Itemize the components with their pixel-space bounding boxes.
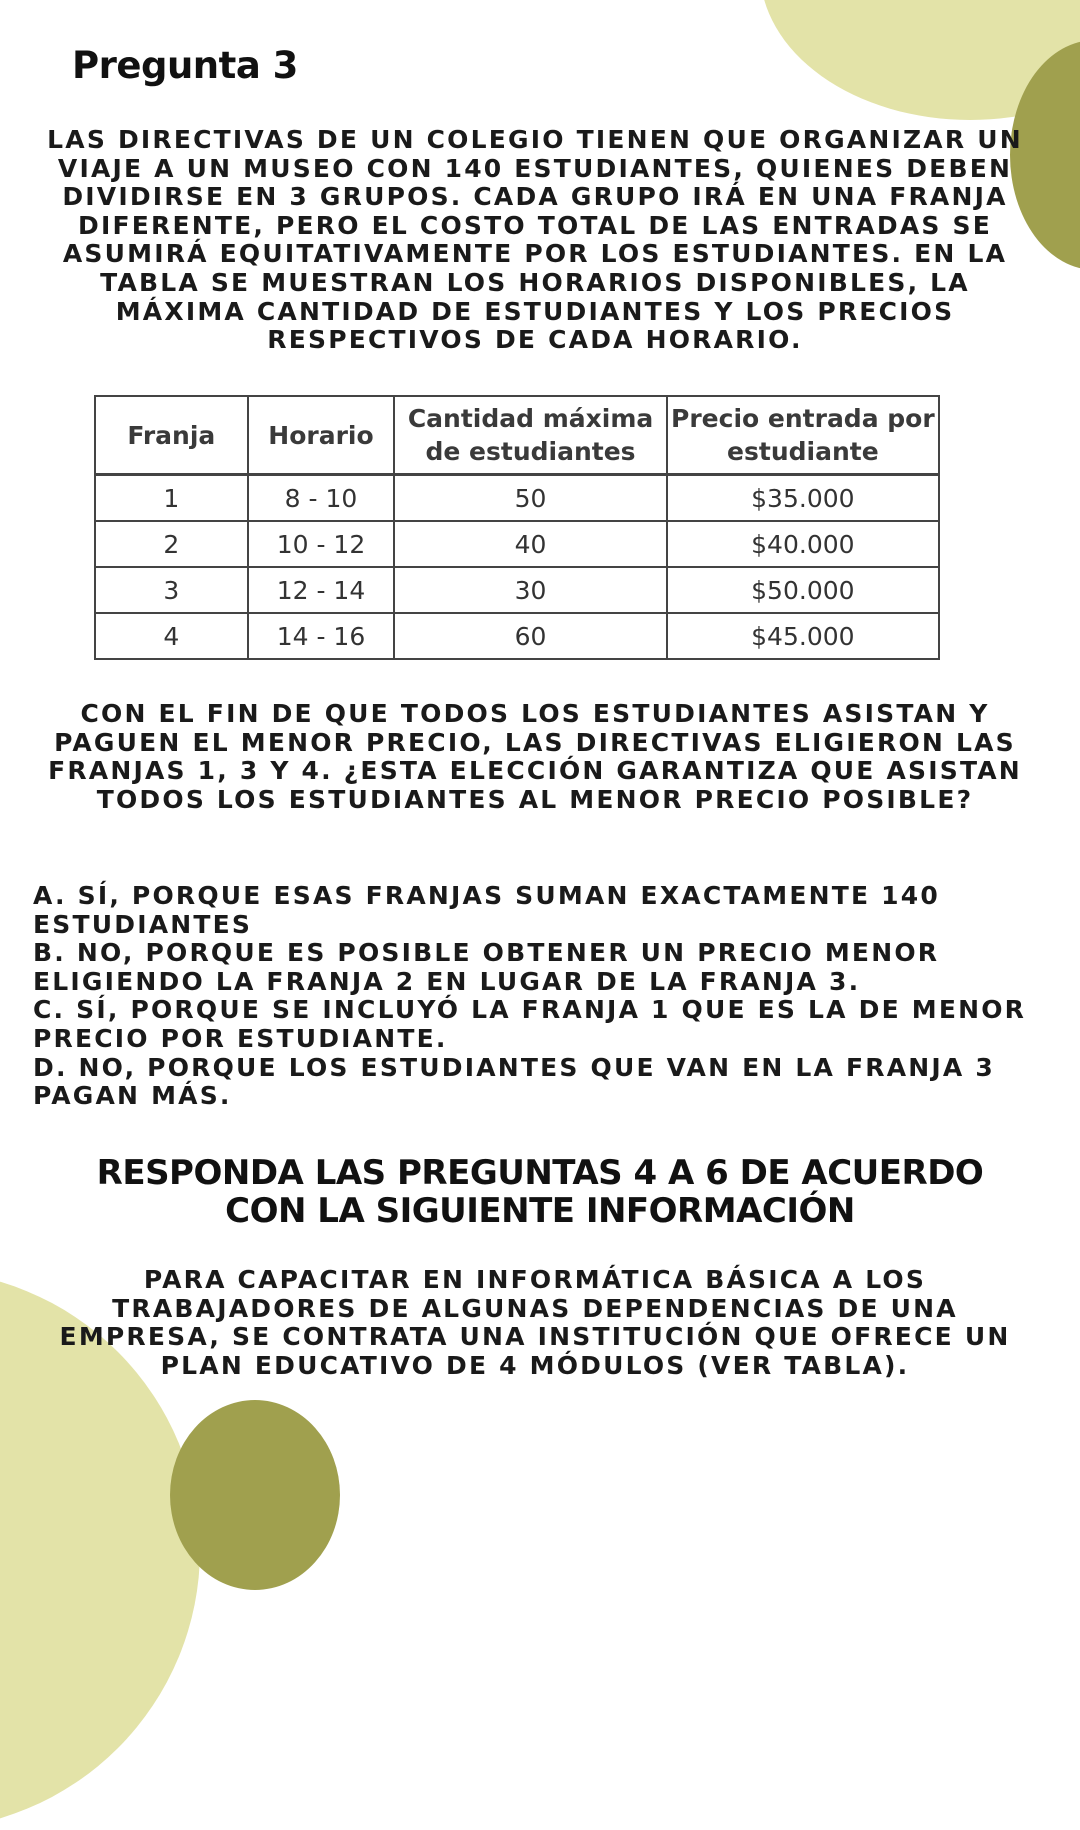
cell-cantidad: 30 [394,567,666,613]
cell-horario: 12 - 14 [248,567,395,613]
cell-franja: 2 [95,521,248,567]
schedule-table [94,395,940,660]
cell-precio: $40.000 [667,521,939,567]
option-c[interactable]: C. SÍ, PORQUE SE INCLUYÓ LA FRANJA 1 QUE ES LA DE MENOR PRECIO POR ESTUDIANTE. [33,995,1027,1053]
header-horario: Horario [248,396,395,475]
table-header-row [95,396,939,475]
option-a[interactable]: A. SÍ, PORQUE ESAS FRANJAS SUMAN EXACTAMENTE 140 ESTUDIANTES [33,881,940,939]
option-d[interactable]: D. NO, PORQUE LOS ESTUDIANTES QUE VAN EN LA FRANJA 3 PAGAN MÁS. [33,1052,995,1111]
cell-horario: 14 - 16 [248,613,395,659]
cell-franja: 1 [95,475,248,522]
option-b[interactable]: B. NO, PORQUE ES POSIBLE OBTENER UN PRECIO MENOR ELIGIENDO LA FRANJA 2 EN LUGAR DE LA FRANJA 3. [33,938,940,996]
intro-paragraph: LAS DIRECTIVAS DE UN COLEGIO TIENEN QUE ORGANIZAR UN VIAJE A UN MUSEO CON 140 ESTUDIANTES, QUIENES DEBEN DIVIDIRSE EN 3 GRUPOS. CADA GRUPO IRÁ EN UNA FRANJA DIFERENTE, PERO EL COSTO TOTAL DE LAS ENTRADAS SE ASUMIRÁ EQUITATIVAMENTE POR LOS ESTUDIANTES. EN LA TABLA SE MUESTRAN LOS HORARIOS DISPONIBLES, LA MÁXIMA CANTIDAD DE ESTUDIANTES Y LOS PRECIOS RESPECTIVOS DE CADA HORARIO. [47,125,1023,355]
question-paragraph: CON EL FIN DE QUE TODOS LOS ESTUDIANTES ASISTAN Y PAGUEN EL MENOR PRECIO, LAS DIRECTIVAS ELIGIERON LAS FRANJAS 1, 3 Y 4. ¿ESTA ELECCIÓN GARANTIZA QUE ASISTAN TODOS LOS ESTUDIANTES AL MENOR PRECIO POSIBLE? [48,699,1022,814]
header-franja: Franja [95,396,248,475]
header-cantidad: Cantidad máxima de estudiantes [394,396,666,475]
answer-options [33,882,1033,1111]
cell-franja: 3 [95,567,248,613]
cell-cantidad: 50 [394,475,666,522]
closing-paragraph: PARA CAPACITAR EN INFORMÁTICA BÁSICA A LOS TRABAJADORES DE ALGUNAS DEPENDENCIAS DE UNA EMPRESA, SE CONTRATA UNA INSTITUCIÓN QUE OFRECE UN PLAN EDUCATIVO DE 4 MÓDULOS (VER TABLA). [59,1265,1011,1380]
table-row [95,613,939,659]
table-row [95,521,939,567]
cell-franja: 4 [95,613,248,659]
table-row [95,475,939,522]
cell-horario: 8 - 10 [248,475,395,522]
cell-precio: $35.000 [667,475,939,522]
cell-cantidad: 40 [394,521,666,567]
header-precio: Precio entrada por estudiante [667,396,939,475]
cell-horario: 10 - 12 [248,521,395,567]
cell-precio: $45.000 [667,613,939,659]
question-heading: Pregunta 3 [72,44,298,87]
decorative-blob-bottom-left-dark [170,1400,340,1590]
cell-precio: $50.000 [667,567,939,613]
table-row [95,567,939,613]
cell-cantidad: 60 [394,613,666,659]
section-subheading: RESPONDA LAS PREGUNTAS 4 A 6 DE ACUERDO CON LA SIGUIENTE INFORMACIÓN [96,1153,984,1231]
